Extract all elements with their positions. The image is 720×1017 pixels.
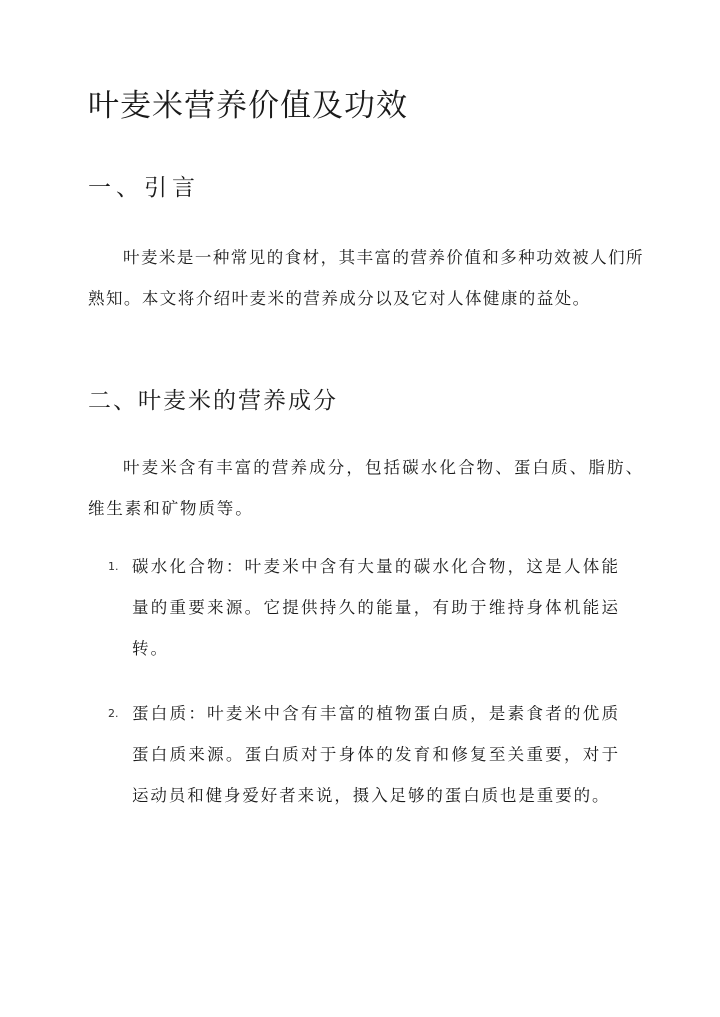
introduction-paragraph: 叶麦米是一种常见的食材，其丰富的营养价值和多种功效被人们所熟知。本文将介绍叶麦米的营养成分以及它对人体健康的益处。 xyxy=(88,248,644,308)
list-item-number: 2. xyxy=(108,707,119,720)
nutrition-list xyxy=(88,546,648,840)
list-item-text: 碳水化合物：叶麦米中含有大量的碳水化合物，这是人体能量的重要来源。它提供持久的能量，有助于维持身体机能运转。 xyxy=(132,557,620,658)
list-item-text: 蛋白质：叶麦米中含有丰富的植物蛋白质，是素食者的优质蛋白质来源。蛋白质对于身体的发育和修复至关重要，对于运动员和健身爱好者来说，摄入足够的蛋白质也是重要的。 xyxy=(132,704,620,805)
document-title: 叶麦米营养价值及功效 xyxy=(88,88,408,124)
list-item-number: 1. xyxy=(108,560,119,573)
section-heading-nutrition: 二、叶麦米的营养成分 xyxy=(88,388,338,414)
list-item-protein xyxy=(88,693,648,816)
section-heading-introduction: 一、引言 xyxy=(88,175,200,201)
nutrition-intro-paragraph: 叶麦米含有丰富的营养成分，包括碳水化合物、蛋白质、脂肪、维生素和矿物质等。 xyxy=(88,458,644,518)
list-item-carbohydrates xyxy=(88,546,648,669)
